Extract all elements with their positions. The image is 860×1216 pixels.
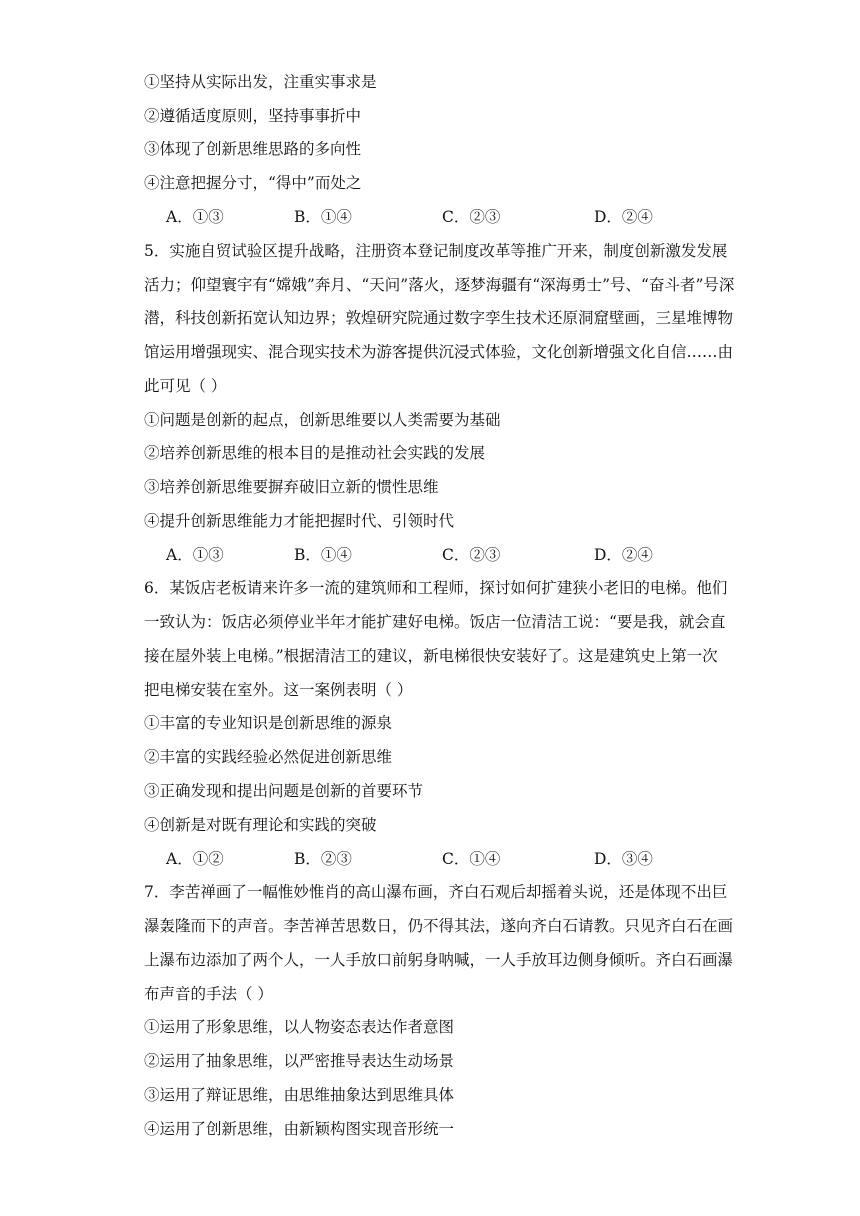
- q7-item-4: ④运用了创新思维，由新颖构图实现音形统一: [144, 1120, 455, 1138]
- q7-stem-line-3: 上瀑布边添加了两个人，一人手放口前躬身呐喊，一人手放耳边侧身倾听。齐白石画瀑: [144, 951, 734, 969]
- q4-item-1: ①坚持从实际出发，注重实事求是: [144, 73, 377, 91]
- q5-option-c[interactable]: C．②③: [442, 546, 501, 564]
- q7-stem-line-2: 瀑轰隆而下的声音。李苦禅苦思数日，仍不得其法，遂向齐白石请教。只见齐白石在画: [144, 917, 734, 935]
- q5-item-4: ④提升创新思维能力才能把握时代、引领时代: [144, 512, 455, 530]
- q4-option-a[interactable]: A．①③: [166, 208, 224, 226]
- q5-stem-line-2: 活力；仰望寰宇有“嫦娥”奔月、“天问”落火，逐梦海疆有“深海勇士”号、“奋斗者”号深: [144, 276, 735, 294]
- q5-stem-line-5: 此可见（ ）: [144, 377, 227, 395]
- q6-item-1: ①丰富的专业知识是创新思维的源泉: [144, 714, 393, 732]
- q6-stem-line-4: 把电梯安装在室外。这一案例表明（ ）: [144, 681, 413, 699]
- q4-item-2: ②遵循适度原则，坚持事事折中: [144, 107, 362, 125]
- q5-option-a[interactable]: A．①③: [166, 546, 224, 564]
- q5-stem-line-4: 馆运用增强现实、混合现实技术为游客提供沉浸式体验，文化创新增强文化自信……由: [144, 343, 734, 361]
- q4-item-3: ③体现了创新思维思路的多向性: [144, 140, 362, 158]
- q5-option-d[interactable]: D．②④: [594, 546, 653, 564]
- q4-option-b[interactable]: B．①④: [294, 208, 352, 226]
- q4-item-4: ④注意把握分寸，“得中”而处之: [144, 174, 362, 192]
- q6-option-b[interactable]: B．②③: [294, 850, 352, 868]
- q5-item-2: ②培养创新思维的根本目的是推动社会实践的发展: [144, 444, 486, 462]
- q6-option-c[interactable]: C．①④: [442, 850, 501, 868]
- q7-stem-line-4: 布声音的手法（ ）: [144, 985, 273, 1003]
- q6-stem-line-3: 接在屋外装上电梯。”根据清洁工的建议，新电梯很快安装好了。这是建筑史上第一次: [144, 647, 718, 665]
- q4-option-c[interactable]: C．②③: [442, 208, 501, 226]
- q5-item-3: ③培养创新思维要摒弃破旧立新的惯性思维: [144, 478, 439, 496]
- q7-item-3: ③运用了辩证思维，由思维抽象达到思维具体: [144, 1086, 455, 1104]
- q6-option-a[interactable]: A．①②: [166, 850, 224, 868]
- q6-stem-line-2: 一致认为：饭店必须停业半年才能扩建好电梯。饭店一位清洁工说：“要是我，就会直: [144, 613, 726, 631]
- q4-option-d[interactable]: D．②④: [594, 208, 653, 226]
- q6-stem-line-1: 6．某饭店老板请来许多一流的建筑师和工程师，探讨如何扩建狭小老旧的电梯。他们: [144, 579, 728, 597]
- q5-stem-line-3: 潜，科技创新拓宽认知边界；敦煌研究院通过数字孪生技术还原洞窟壁画，三星堆博物: [144, 309, 734, 327]
- q7-item-2: ②运用了抽象思维，以严密推导表达生动场景: [144, 1052, 455, 1070]
- q5-item-1: ①问题是创新的起点，创新思维要以人类需要为基础: [144, 411, 501, 429]
- q7-stem-line-1: 7．李苦禅画了一幅惟妙惟肖的高山瀑布画，齐白石观后却摇着头说，还是体现不出巨: [144, 883, 728, 901]
- q6-item-4: ④创新是对既有理论和实践的突破: [144, 816, 377, 834]
- q7-item-1: ①运用了形象思维，以人物姿态表达作者意图: [144, 1018, 455, 1036]
- q6-item-3: ③正确发现和提出问题是创新的首要环节: [144, 782, 424, 800]
- q5-stem-line-1: 5．实施自贸试验区提升战略，注册资本登记制度改革等推广开来，制度创新激发发展: [144, 242, 728, 260]
- q5-option-b[interactable]: B．①④: [294, 546, 352, 564]
- q6-item-2: ②丰富的实践经验必然促进创新思维: [144, 748, 393, 766]
- q6-option-d[interactable]: D．③④: [594, 850, 653, 868]
